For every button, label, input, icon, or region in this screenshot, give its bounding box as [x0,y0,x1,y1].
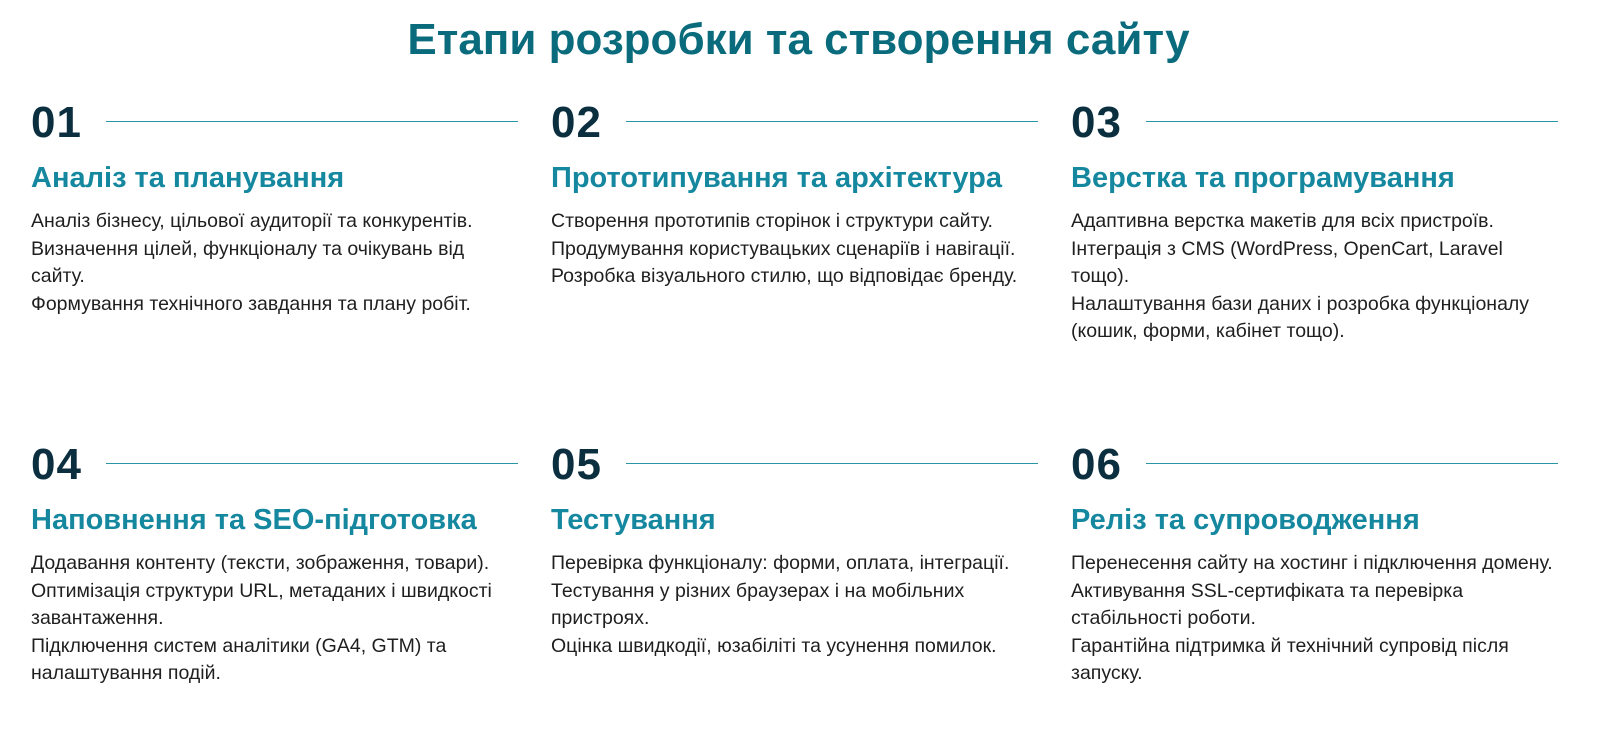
step-header [551,438,1038,492]
step-description [1071,208,1558,346]
step-desc-line: Інтеграція з CMS (WordPress, OpenCart, Laravel тощо). [1071,237,1503,287]
step-header [31,96,518,150]
step-title: Аналіз та планування [31,162,345,194]
step-card-06 [1071,438,1558,753]
step-divider [626,463,1038,464]
step-desc-line: Розробка візуального стилю, що відповідає бренду. [551,265,1018,287]
step-desc-line: Гарантійна підтримка й технічний супровід після запуску. [1071,634,1509,684]
step-desc-line: Перевірка функціоналу: форми, оплата, інтеграції. [551,552,1010,574]
step-desc-line: Продумування користувацьких сценаріїв і навігації. [551,237,1016,260]
step-desc-line: Створення прототипів сторінок і структури сайту. [551,210,993,232]
step-description [31,550,518,688]
steps-grid [31,96,1579,753]
step-description [31,208,518,318]
page-title: Етапи розробки та створення сайту [407,15,1190,64]
step-title: Тестування [551,504,716,536]
step-desc-line: Активування SSL-сертифіката та перевірка стабільності роботи. [1071,579,1464,629]
step-card-01 [31,96,518,438]
step-desc-line: Оцінка швидкодії, юзабіліті та усунення помилок. [551,634,997,657]
step-desc-line: Налаштування бази даних і розробка функціоналу (кошик, форми, кабінет тощо). [1071,292,1530,342]
step-header [31,438,518,492]
step-header [1071,96,1558,150]
step-divider [626,121,1038,122]
step-card-02 [551,96,1038,438]
step-card-04 [31,438,518,753]
step-card-03 [1071,96,1558,438]
step-number: 03 [1071,98,1122,147]
step-divider [106,121,518,122]
step-description [1071,550,1558,688]
step-divider [1146,121,1558,122]
step-desc-line: Перенесення сайту на хостинг і підключення домену. [1071,552,1553,574]
step-header [1071,438,1558,492]
step-number: 05 [551,440,602,489]
step-desc-line: Оптимізація структури URL, метаданих і швидкості завантаження. [31,579,492,629]
step-desc-line: Визначення цілей, функціоналу та очікувань від сайту. [31,237,465,287]
step-title: Реліз та супроводження [1071,504,1420,536]
step-desc-line: Підключення систем аналітики (GA4, GTM) та налаштування подій. [31,634,447,684]
step-divider [1146,463,1558,464]
step-header [551,96,1038,150]
step-card-05 [551,438,1038,753]
step-number: 02 [551,98,602,147]
step-title: Наповнення та SEO-підготовка [31,504,477,536]
step-desc-line: Аналіз бізнесу, цільової аудиторії та конкурентів. [31,210,473,232]
step-description [551,550,1038,660]
step-number: 01 [31,98,82,147]
step-divider [106,463,518,464]
step-desc-line: Адаптивна верстка макетів для всіх пристроїв. [1071,210,1494,232]
step-title: Прототипування та архітектура [551,162,1003,194]
step-number: 04 [31,440,82,489]
step-description [551,208,1038,291]
step-desc-line: Формування технічного завдання та плану робіт. [31,292,471,315]
step-desc-line: Додавання контенту (тексти, зображення, товари). [31,552,490,574]
step-desc-line: Тестування у різних браузерах і на мобільних пристроях. [551,579,965,629]
step-title: Верстка та програмування [1071,162,1455,194]
step-number: 06 [1071,440,1122,489]
